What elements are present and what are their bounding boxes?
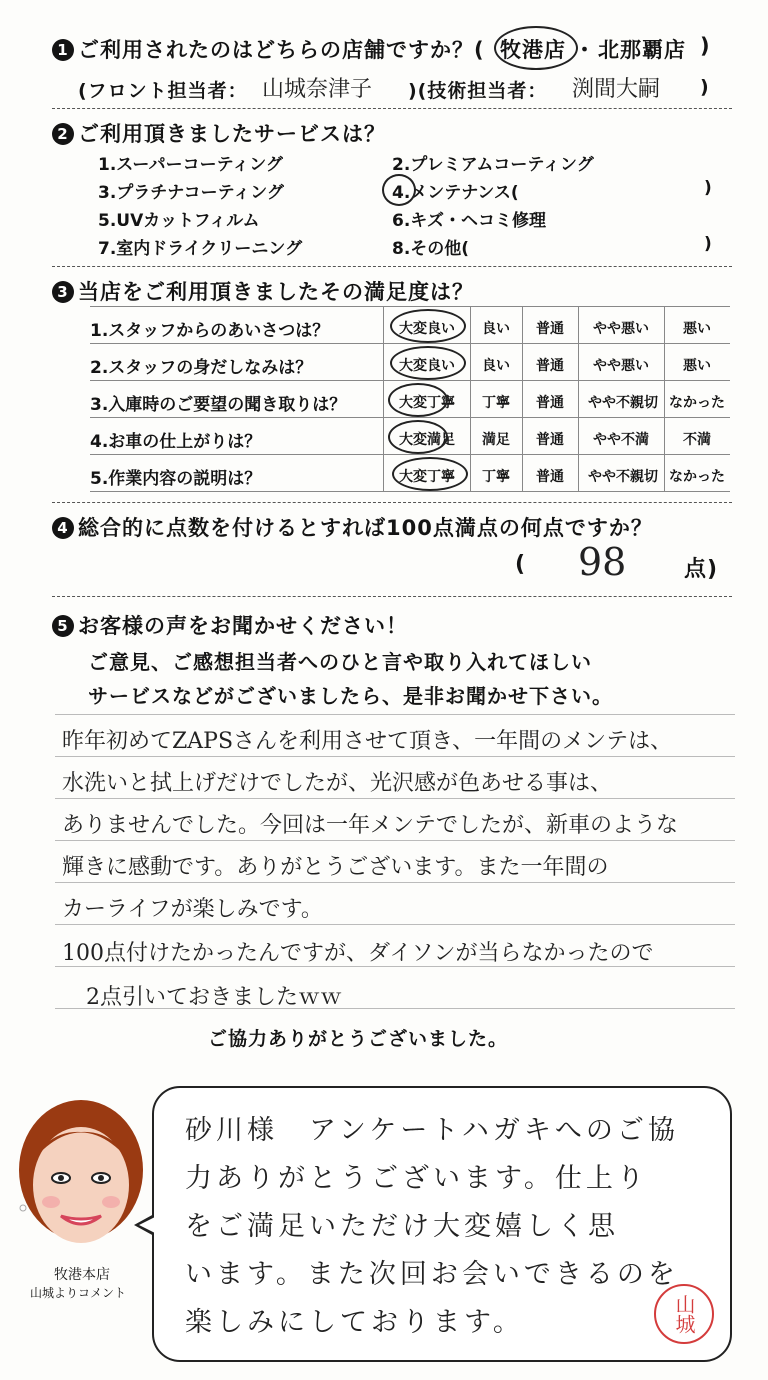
q2-question: 2 ご利用頂きましたサービスは？ [52,118,386,148]
q1-number: 1 [52,39,74,61]
table-line [383,306,384,491]
service-option: 1.スーパーコーティング [98,155,283,175]
staff-caption [29,1264,128,1301]
ruled-line [55,714,735,715]
answer-line: カーライフが楽しみです。 [62,897,323,922]
rating-option: 大変満足 [399,432,455,448]
thanks-message: ご協力ありがとうございました。 [208,1028,509,1050]
rating-option: 大変良い [399,358,455,374]
staff-caption-store: 牧港本店 [54,1267,110,1283]
service-option: 6.キズ・ヘコミ修理 [392,211,546,231]
rating-option: 悪い [683,358,711,374]
q5-sub2: サービスなどがございましたら、是非お聞かせ下さい。 [88,684,613,708]
q1-tech-label: )(技術担当者： [408,80,548,102]
staff-caption-comment: 山城よりコメント [29,1286,126,1300]
rating-option: 丁寧 [482,469,510,485]
service-option: 5.UVカットフィルム [98,211,260,231]
q1-front-value: 山城奈津子 [262,77,373,102]
answer-line: 2点引いておきましたｗｗ [86,985,342,1010]
q5-number: 5 [52,615,74,637]
comment-line: 砂川様 アンケートハガキへのご協 [185,1115,679,1146]
divider [52,596,732,597]
rating-option: 普通 [536,395,564,411]
q1-store-a: 牧港店 [500,38,566,62]
ruled-line [55,840,735,841]
rating-option: 大変丁寧 [399,469,455,485]
q4-unit: 点) [684,557,719,582]
q5-question: 5 お客様の声をお聞かせください！ [52,610,408,640]
ruled-line [55,756,735,757]
answer-line: 輝きに感動です。ありがとうございます。また一年間の [62,855,609,880]
ruled-line [55,924,735,925]
service-option: 4.メンテナンス( [392,183,519,203]
satisfaction-question: 2.スタッフの身だしなみは？ [90,358,313,378]
divider [52,502,732,503]
rating-option: 普通 [536,432,564,448]
answer-line: 100点付けたかったんですが、ダイソンが当らなかったので [62,941,654,966]
ruled-line [55,882,735,883]
service-option: 2.プレミアムコーティング [392,155,594,175]
rating-selected-circle [388,383,448,417]
divider [52,266,732,267]
q1-separator: ・ [574,38,596,62]
service-option: 8.その他( [392,239,470,259]
rating-option: なかった [669,469,725,485]
q2-selected-circle [382,174,416,206]
rating-option: 良い [482,321,510,337]
comment-line: 力ありがとうございます。仕上り [185,1163,648,1194]
rating-option: 大変良い [399,321,455,337]
q4-score: 98 [578,540,627,584]
q1-front-label: (フロント担当者： [78,80,248,102]
q1-selected-circle [494,26,578,70]
rating-option: 普通 [536,469,564,485]
rating-option: 良い [482,358,510,374]
speech-bubble-tail-inner [139,1217,155,1233]
rating-option: やや不親切 [588,395,658,411]
satisfaction-question: 5.作業内容の説明は？ [90,469,262,489]
rating-option: 丁寧 [482,395,510,411]
rating-option: やや不親切 [588,469,658,485]
q4-open: ( [515,552,527,577]
q1-tech-value: 渕間大嗣 [572,77,661,102]
rating-option: 満足 [482,432,510,448]
q4-question: 4 総合的に点数を付けるとすれば100点満点の何点ですか？ [52,512,653,542]
q1-store-b: 北那覇店 [598,38,686,62]
divider [52,108,732,109]
comment-line: います。また次回お会いできるのを [185,1259,679,1290]
rating-option: 普通 [536,358,564,374]
service-option: 7.室内ドライクリーニング [98,239,303,259]
q5-sub1: ご意見、ご感想担当者へのひと言や取り入れてほしい [88,650,592,674]
q1-question: 1 ご利用されたのはどちらの店舗ですか？( [52,34,485,64]
rating-selected-circle [390,346,466,380]
service-paren-close: ) [704,234,712,254]
rating-option: 悪い [683,321,711,337]
rating-option: 不満 [683,432,711,448]
ruled-line [55,798,735,799]
comment-line: 楽しみにしております。 [185,1307,524,1338]
staff-avatar [6,1090,156,1264]
satisfaction-question: 1.スタッフからのあいさつは？ [90,321,330,341]
rating-option: 普通 [536,321,564,337]
q4-number: 4 [52,517,74,539]
q1-tech-close: ) [700,76,710,98]
table-line [90,380,730,381]
table-line [90,454,730,455]
satisfaction-question: 3.入庫時のご要望の聞き取りは？ [90,395,347,415]
table-line [90,491,730,492]
table-line [90,343,730,344]
q3-question: 3 当店をご利用頂きましたその満足度は？ [52,276,474,306]
q2-number: 2 [52,123,74,145]
hanko-stamp: 山城 [654,1284,714,1344]
rating-selected-circle [388,420,448,454]
rating-option: やや悪い [593,321,649,337]
q1-close: ) [700,34,711,58]
answer-line: ありませんでした。今回は一年メンテでしたが、新車のような [62,813,679,838]
comment-line: をご満足いただけ大変嬉しく思 [185,1211,619,1242]
answer-line: 昨年初めてZAPSさんを利用させて頂き、一年間のメンテは、 [62,729,673,754]
rating-selected-circle [392,457,468,491]
q3-number: 3 [52,281,74,303]
table-line [90,417,730,418]
satisfaction-question: 4.お車の仕上がりは？ [90,432,262,452]
answer-line: 水洗いと拭上げだけでしたが、光沢感が色あせる事は、 [62,771,613,796]
table-line [90,306,730,307]
rating-option: 大変丁寧 [399,395,455,411]
rating-option: やや悪い [593,358,649,374]
rating-option: やや不満 [593,432,649,448]
service-option: 3.プラチナコーティング [98,183,284,203]
rating-option: なかった [669,395,725,411]
rating-selected-circle [390,309,466,343]
service-paren-close: ) [704,178,712,198]
